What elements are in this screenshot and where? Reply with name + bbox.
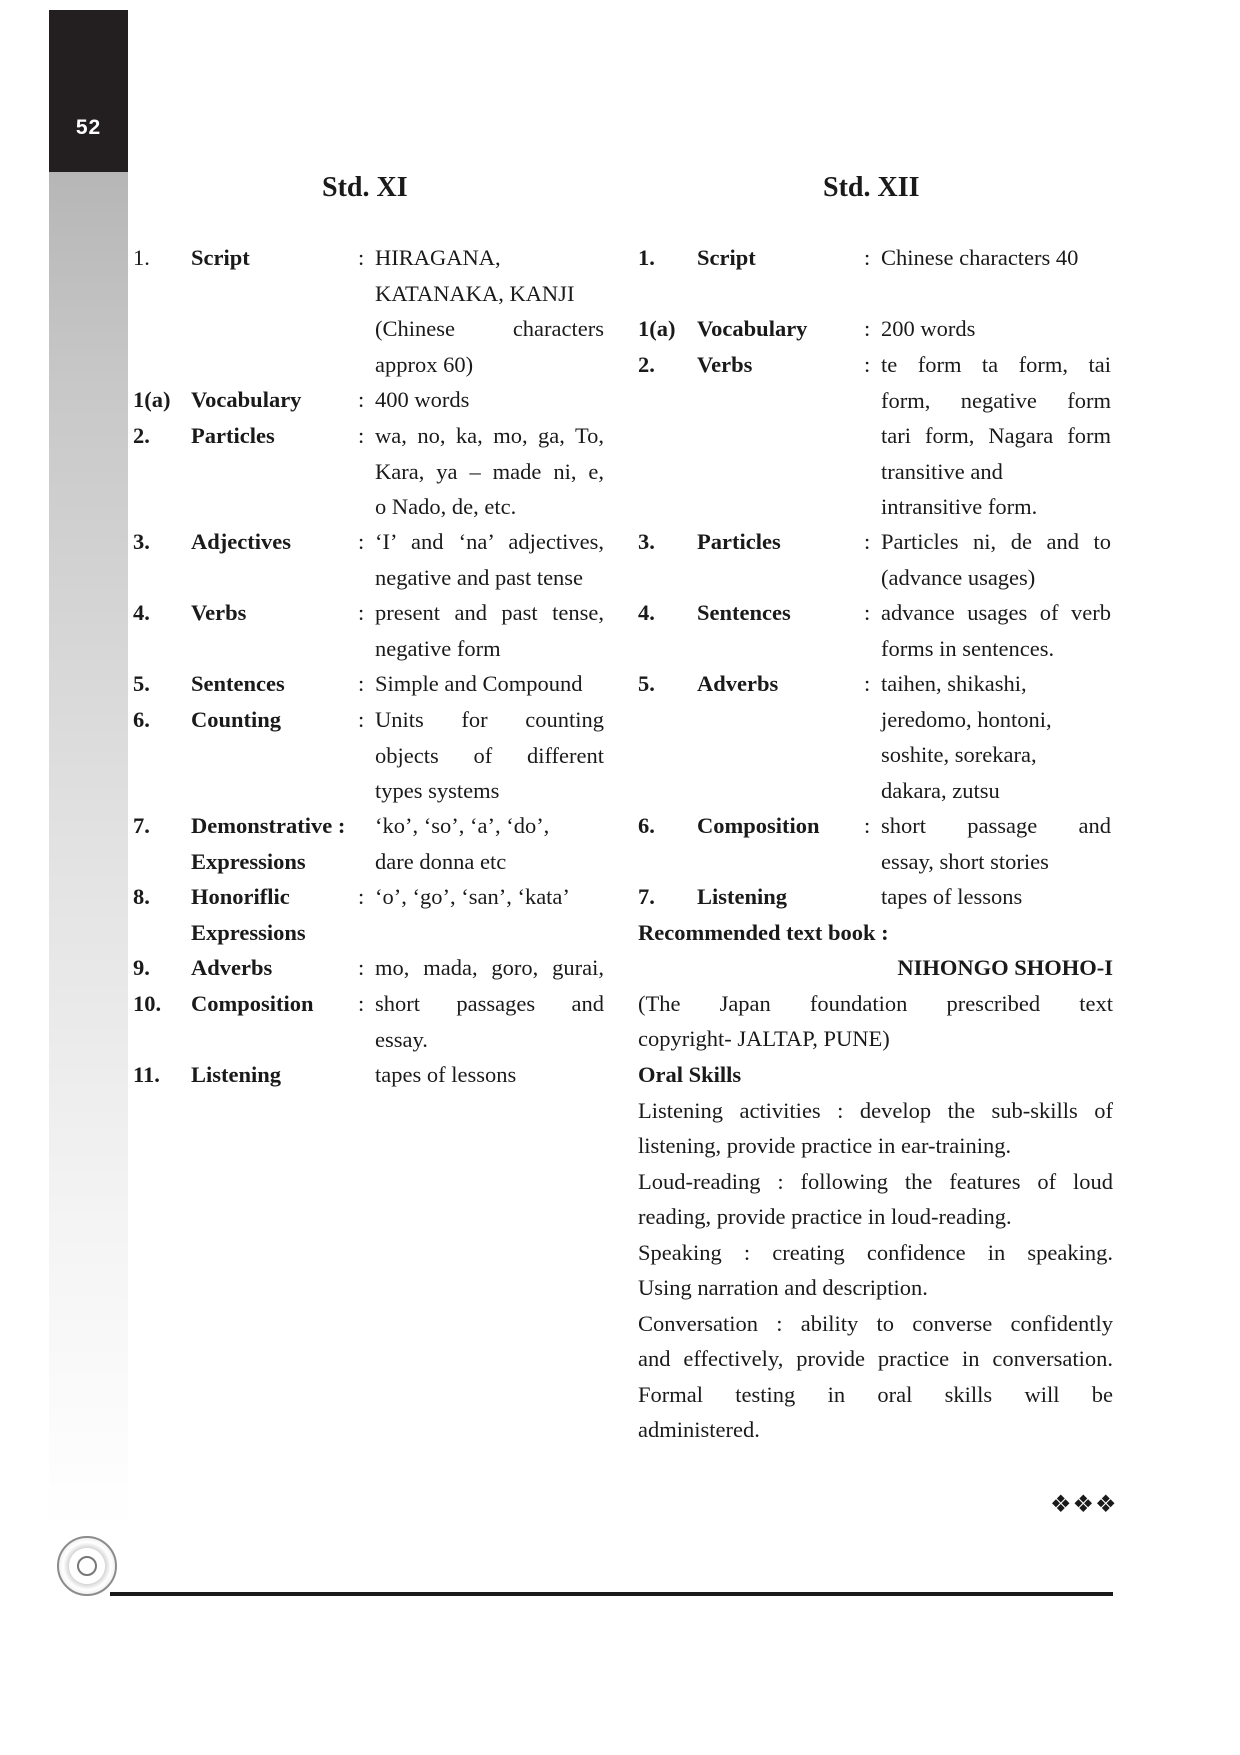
row-value — [375, 986, 604, 1057]
row-term: Verbs — [191, 600, 247, 625]
oral-skills-line: Speaking : creating confidence in speaking. — [638, 1240, 1113, 1265]
row-term: Adverbs — [191, 955, 273, 980]
oral-skills-line: Conversation : ability to converse confidently — [638, 1311, 1113, 1336]
value-line: Chinese characters 40 — [881, 245, 1079, 270]
row-term: Listening — [697, 884, 788, 909]
row-number: 4. — [638, 600, 655, 625]
row-colon: : — [358, 529, 365, 554]
value-line: advance usages of verb — [881, 600, 1111, 625]
row-number: 7. — [638, 884, 655, 909]
row-term: Particles — [191, 423, 275, 448]
row-number: 9. — [133, 955, 150, 980]
row-term: Verbs — [697, 352, 753, 377]
value-line: ‘I’ and ‘na’ adjectives, — [375, 529, 604, 554]
row-value — [881, 595, 1111, 666]
oral-skills-line: Using narration and description. — [638, 1275, 928, 1300]
row-number: 3. — [133, 529, 150, 554]
value-line: Simple and Compound — [375, 671, 583, 696]
row-term: Vocabulary — [191, 387, 302, 412]
value-line: short passages and — [375, 991, 604, 1016]
row-colon: : — [864, 529, 871, 554]
row-colon: : — [358, 600, 365, 625]
row-number: 1. — [638, 245, 655, 270]
row-value — [375, 879, 604, 915]
value-line: wa, no, ka, mo, ga, To, — [375, 423, 604, 448]
value-line: mo, mada, goro, gurai, — [375, 955, 604, 980]
row-term: Particles — [697, 529, 781, 554]
row-term: Counting — [191, 707, 282, 732]
row-number: 3. — [638, 529, 655, 554]
row-number: 2. — [638, 352, 655, 377]
bottom-rule — [110, 1592, 1113, 1596]
row-value — [375, 240, 604, 382]
row-number: 7. — [133, 813, 150, 838]
row-number: 1(a) — [133, 387, 171, 412]
row-colon: : — [358, 955, 365, 980]
value-line: approx 60) — [375, 351, 474, 377]
row-value — [375, 808, 604, 879]
row-colon: : — [358, 707, 365, 732]
row-value — [375, 595, 604, 666]
row-term: Vocabulary — [697, 316, 808, 341]
row-value — [375, 666, 604, 702]
emblem-logo — [57, 1536, 117, 1596]
heading-std-xii: Std. XII — [823, 172, 920, 203]
value-line: short passage and — [881, 813, 1111, 838]
value-line: Kara, ya – made ni, e, — [375, 458, 604, 484]
row-value — [375, 950, 604, 986]
page-number-box — [49, 10, 128, 172]
value-line: HIRAGANA, — [375, 245, 501, 270]
recommended-label: Recommended text book : — [638, 920, 889, 945]
row-value — [881, 808, 1111, 879]
value-line: tapes of lessons — [881, 884, 1023, 909]
row-term: Adverbs — [697, 671, 779, 696]
value-line: ‘o’, ‘go’, ‘san’, ‘kata’ — [375, 884, 570, 909]
row-colon: : — [864, 813, 871, 838]
row-colon: : — [864, 352, 871, 377]
recommended-source-line: (The Japan foundation prescribed text — [638, 991, 1113, 1016]
row-colon: : — [358, 671, 365, 696]
oral-skills-line: administered. — [638, 1417, 760, 1442]
value-line: soshite, sorekara, — [881, 742, 1037, 768]
heading-std-xi: Std. XI — [322, 172, 408, 203]
row-term: Script — [697, 245, 756, 270]
row-number: 10. — [133, 991, 162, 1016]
value-line: essay, short stories — [881, 848, 1049, 874]
row-number: 1. — [133, 245, 150, 270]
value-line: objects of different — [375, 742, 604, 768]
row-value — [881, 879, 1111, 915]
oral-skills-line: listening, provide practice in ear-training. — [638, 1133, 1012, 1158]
row-value — [375, 524, 604, 595]
row-value — [881, 311, 1111, 347]
value-line: o Nado, de, etc. — [375, 494, 517, 520]
row-value — [375, 1057, 604, 1093]
row-number: 11. — [133, 1062, 160, 1087]
value-line: present and past tense, — [375, 600, 604, 625]
row-colon: : — [864, 671, 871, 696]
value-line: intransitive form. — [881, 494, 1038, 520]
value-line: 400 words — [375, 387, 470, 412]
row-colon: : — [864, 245, 871, 270]
oral-skills-line: and effectively, provide practice in conversation. — [638, 1346, 1113, 1371]
oral-skills-line: reading, provide practice in loud-reading. — [638, 1204, 1012, 1229]
term-line: Expressions — [191, 848, 306, 874]
value-line: jeredomo, hontoni, — [881, 706, 1052, 732]
row-term: Sentences — [697, 600, 791, 625]
term-line: Honoriflic — [191, 884, 290, 909]
oral-skills-heading: Oral Skills — [638, 1062, 742, 1087]
recommended-source-line: copyright- JALTAP, PUNE) — [638, 1026, 890, 1051]
row-number: 5. — [638, 671, 655, 696]
row-colon: : — [864, 316, 871, 341]
row-number: 5. — [133, 671, 150, 696]
row-value — [375, 418, 604, 525]
value-line: dare donna etc — [375, 848, 507, 874]
value-line: tapes of lessons — [375, 1062, 517, 1087]
recommended-title: NIHONGO SHOHO-I — [897, 955, 1113, 980]
value-line: dakara, zutsu — [881, 777, 1000, 803]
value-line: KATANAKA, KANJI — [375, 280, 575, 306]
row-colon: : — [358, 991, 365, 1016]
oral-skills-line: Listening activities : develop the sub-skills of — [638, 1098, 1113, 1123]
value-line: tari form, Nagara form — [881, 423, 1111, 449]
row-term: Sentences — [191, 671, 285, 696]
row-term — [191, 879, 306, 950]
row-colon: : — [358, 245, 365, 270]
row-number: 4. — [133, 600, 150, 625]
row-number: 6. — [638, 813, 655, 838]
value-line: form, negative form — [881, 387, 1111, 413]
value-line: te form ta form, tai — [881, 352, 1111, 377]
row-value — [881, 347, 1111, 525]
row-value — [881, 240, 1111, 276]
value-line: forms in sentences. — [881, 635, 1055, 661]
term-line: Demonstrative : — [191, 813, 346, 838]
row-term: Composition — [191, 991, 314, 1016]
row-term: Composition — [697, 813, 820, 838]
row-colon: : — [358, 423, 365, 448]
value-line: negative and past tense — [375, 564, 584, 590]
value-line: essay. — [375, 1026, 428, 1052]
row-colon: : — [358, 387, 365, 412]
row-colon: : — [864, 600, 871, 625]
value-line: transitive and — [881, 458, 1003, 484]
row-number: 2. — [133, 423, 150, 448]
oral-skills-line: Formal testing in oral skills will be — [638, 1382, 1113, 1407]
value-line: taihen, shikashi, — [881, 671, 1027, 696]
row-number: 1(a) — [638, 316, 676, 341]
value-line: Particles ni, de and to — [881, 529, 1111, 554]
row-number: 8. — [133, 884, 150, 909]
value-line: (Chinese characters — [375, 316, 604, 342]
row-term: Listening — [191, 1062, 282, 1087]
row-number: 6. — [133, 707, 150, 732]
row-value — [881, 666, 1111, 808]
value-line: (advance usages) — [881, 564, 1036, 590]
side-gradient-bar — [49, 10, 128, 1530]
page-number: 52 — [75, 116, 102, 139]
row-colon: : — [358, 884, 365, 909]
row-value — [881, 524, 1111, 595]
value-line: 200 words — [881, 316, 976, 341]
value-line: types systems — [375, 778, 500, 804]
value-line: negative form — [375, 635, 501, 661]
row-value — [375, 382, 604, 418]
row-term: Adjectives — [191, 529, 291, 554]
row-term: Script — [191, 245, 250, 270]
row-value — [375, 702, 604, 809]
term-line: Expressions — [191, 919, 306, 945]
value-line: Units for counting — [375, 707, 604, 732]
oral-skills-line: Loud-reading : following the features of loud — [638, 1169, 1113, 1194]
value-line: ‘ko’, ‘so’, ‘a’, ‘do’, — [375, 813, 550, 838]
row-term — [191, 808, 345, 879]
end-ornament: ❖❖❖ — [1050, 1492, 1118, 1518]
